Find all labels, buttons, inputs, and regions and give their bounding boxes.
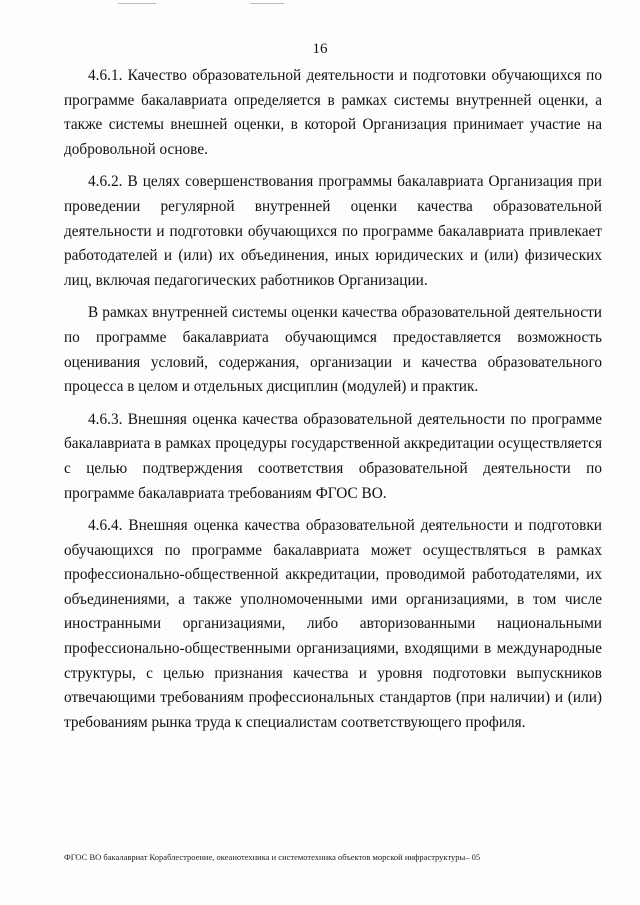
paragraph-4-6-3: 4.6.3. Внешняя оценка качества образовательной деятельности по программе бакалавриата в рамках процедуры государственной аккредитации осуществляется с целью подтверждения соответствия образовательной деятельности по программе бакалавриата требованиям ФГОС ВО. [64,410,602,502]
paragraph-4-6-1: 4.6.1. Качество образовательной деятельности и подготовки обучающихся по программе бакалавриата определяется в рамках системы внутренней оценки, а также системы внешней оценки, в которой Организация принимает участие на добровольной основе. [64,67,602,158]
paragraph-internal-assessment: В рамках внутренней системы оценки качества образовательной деятельности по программе бакалавриата обучающимся предоставляется возможность оценивания условий, содержания, организации и качества образовательного процесса в целом и отдельных дисциплин (модулей) и практик. [64,304,602,396]
paragraph-4-6-4: 4.6.4. Внешняя оценка качества образовательной деятельности и подготовки обучающихся по программе бакалавриата может осуществляться в рамках профессионально-общественной аккредитации, проводимой работодателями, их объединениями, а также уполномоченными ими организациями, в том числе иностранными организациями, либо авторизованными национальными профессионально-общественными организациями, входящими в международные структуры, с целью признания качества и уровня подготовки выпускников отвечающими требованиям профессиональных стандартов (при наличии) и (или) требованиям рынка труда к специалистам соответствующего профиля. [64,517,602,731]
page-footer: ФГОС ВО бакалавриат Кораблестроение, океанотехника и системотехника объектов морской инфраструктуры– 05 [64,852,481,862]
document-body [64,64,602,743]
scan-artifact-line [118,3,156,4]
page-number: 16 [312,41,328,57]
paragraph-4-6-2: 4.6.2. В целях совершенствования программы бакалавриата Организация при проведении регулярной внутренней оценки качества образовательной деятельности и подготовки обучающихся по программе бакалавриата привлекает работодателей и (или) их объединения, иных юридических и (или) физических лиц, включая педагогических работников Организации. [64,173,602,289]
scan-artifact-line [250,3,284,4]
